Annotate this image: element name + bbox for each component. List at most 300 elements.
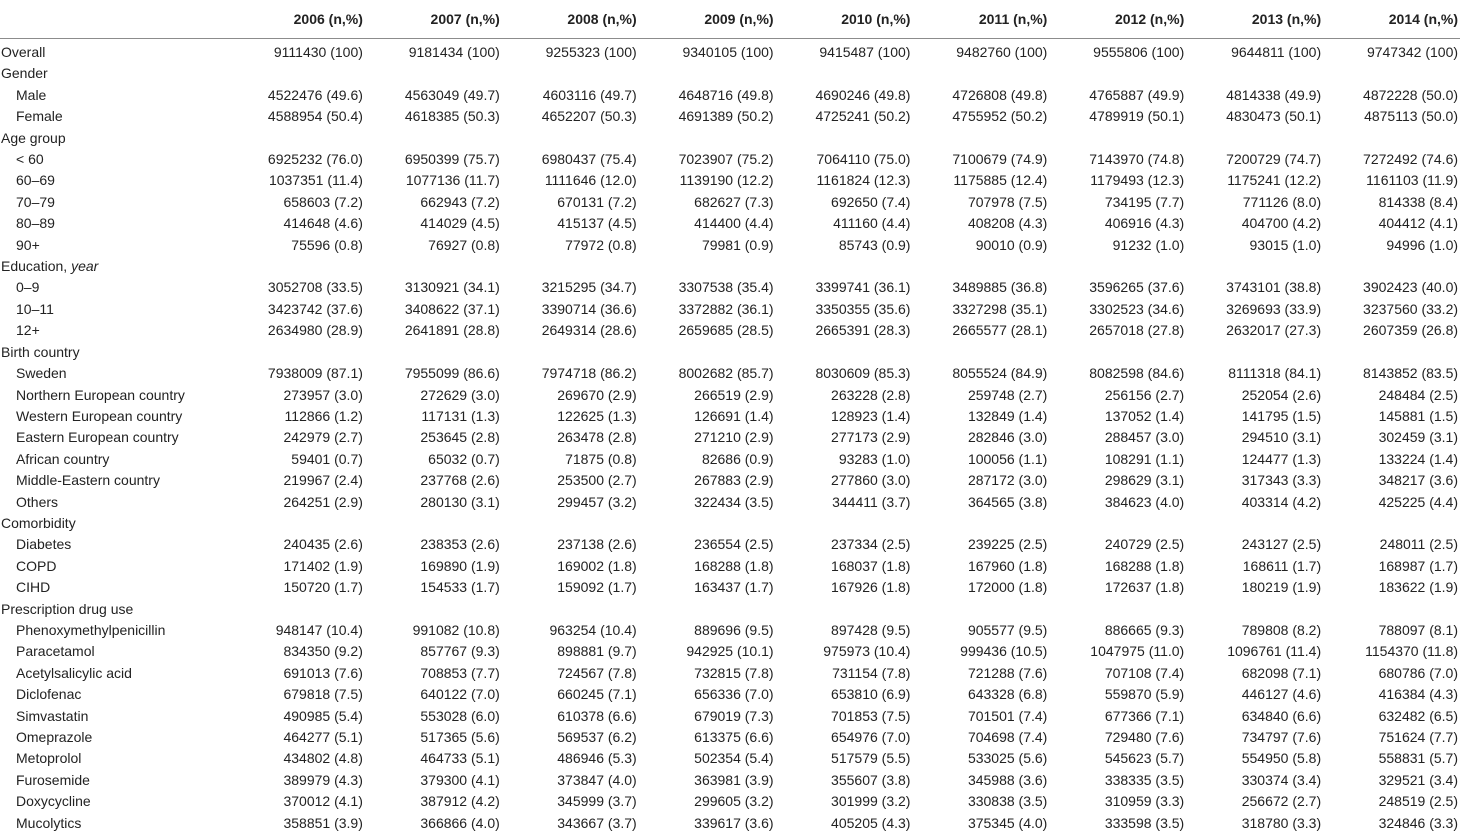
value-cell: 731154 (7.8): [832, 664, 911, 681]
value-cell: 425225 (4.4): [1378, 493, 1459, 510]
value-cell: [502, 256, 639, 277]
value-cell: 59401 (0.7): [291, 450, 363, 467]
value-cell: 168611 (1.7): [1242, 557, 1322, 574]
value-cell: 93283 (1.0): [838, 450, 911, 467]
value-cell: 264251 (2.9): [283, 493, 363, 510]
value-cell: 406916 (4.3): [1104, 215, 1185, 232]
value-cell: 338335 (3.5): [1104, 771, 1185, 788]
value-cell: 4618385 (50.3): [404, 108, 500, 125]
row-label-text: Omeprazole: [16, 729, 93, 745]
value-cell: 100056 (1.1): [967, 450, 1048, 467]
value-cell: 3269693 (33.9): [1226, 300, 1322, 317]
row-label: [0, 256, 228, 277]
row-label-text: Comorbidity: [1, 514, 76, 531]
value-cell: 339617 (3.6): [694, 814, 774, 831]
row-label-text: COPD: [16, 557, 57, 574]
value-cell: 1154370 (11.8): [1365, 643, 1459, 660]
row-label: [0, 492, 228, 513]
value-cell: 122625 (1.3): [557, 407, 637, 424]
value-cell: 788097 (8.1): [1378, 621, 1459, 638]
value-cell: 8111318 (84.1): [1228, 365, 1322, 382]
value-cell: 721288 (7.6): [967, 664, 1048, 681]
value-cell: [776, 513, 913, 534]
value-cell: [1049, 128, 1186, 149]
value-cell: 3237560 (33.2): [1363, 300, 1459, 317]
value-cell: 415137 (4.5): [557, 215, 637, 232]
value-cell: 345999 (3.7): [557, 793, 637, 810]
row-label-italic: year: [71, 258, 99, 275]
value-cell: 2632017 (27.3): [1226, 322, 1322, 339]
section-row: [0, 599, 1460, 620]
value-cell: [1186, 513, 1323, 534]
row-label: [0, 128, 228, 149]
row-label: [0, 149, 228, 170]
row-label: [0, 470, 228, 491]
value-cell: 141795 (1.5): [1241, 407, 1322, 424]
value-cell: 679019 (7.3): [694, 707, 774, 724]
value-cell: 379300 (4.1): [420, 771, 500, 788]
row-label-text: Diabetes: [16, 536, 72, 553]
value-cell: [1323, 342, 1460, 363]
value-cell: 613375 (6.6): [694, 729, 774, 745]
value-cell: 1179493 (12.3): [1090, 172, 1185, 189]
value-cell: 4588954 (50.4): [267, 108, 363, 125]
value-cell: 7023907 (75.2): [678, 151, 774, 168]
value-cell: 4789919 (50.1): [1089, 108, 1185, 125]
value-cell: 7100679 (74.9): [952, 151, 1048, 168]
value-cell: 363981 (3.9): [694, 771, 774, 788]
row-label-text: Age group: [1, 129, 66, 146]
value-cell: 692650 (7.4): [831, 193, 911, 210]
value-cell: 298629 (3.1): [1104, 472, 1185, 489]
table-row: [0, 813, 1460, 834]
value-cell: 553028 (6.0): [420, 707, 500, 724]
column-header: 2012 (n,%): [1049, 0, 1186, 39]
value-cell: 517365 (5.6): [420, 729, 500, 745]
row-label: [0, 39, 228, 64]
value-cell: 679818 (7.5): [283, 686, 363, 703]
value-cell: [365, 256, 502, 277]
value-cell: [776, 342, 913, 363]
value-cell: 154533 (1.7): [420, 579, 500, 596]
value-cell: 4522476 (49.6): [267, 86, 363, 103]
row-label: [0, 556, 228, 577]
row-label: [0, 106, 228, 127]
value-cell: 277173 (2.9): [831, 429, 911, 446]
value-cell: 145881 (1.5): [1378, 407, 1459, 424]
row-label-text: Simvastatin: [16, 707, 89, 724]
row-label-text: Overall: [1, 44, 46, 60]
value-cell: 1111646 (12.0): [544, 172, 637, 189]
value-cell: 9340105 (100): [682, 44, 774, 60]
row-label-text: Female: [16, 108, 63, 125]
value-cell: 1047975 (11.0): [1090, 643, 1185, 660]
value-cell: 677366 (7.1): [1104, 707, 1185, 724]
value-cell: 7955099 (86.6): [404, 365, 500, 382]
value-cell: 857767 (9.3): [420, 643, 500, 660]
value-cell: [912, 256, 1049, 277]
table-row: [0, 492, 1460, 513]
table-row: [0, 149, 1460, 170]
value-cell: 1077136 (11.7): [405, 172, 500, 189]
value-cell: 3408622 (37.1): [404, 300, 500, 317]
header-row: [0, 0, 1460, 39]
value-cell: 4830473 (50.1): [1226, 108, 1322, 125]
value-cell: 2665577 (28.1): [952, 322, 1048, 339]
value-cell: 654976 (7.0): [831, 729, 911, 745]
value-cell: 632482 (6.5): [1378, 707, 1459, 724]
row-label: [0, 534, 228, 555]
value-cell: 8143852 (83.5): [1363, 365, 1459, 382]
value-cell: 237768 (2.6): [420, 472, 500, 489]
value-cell: 294510 (3.1): [1241, 429, 1322, 446]
row-label-text: Metoprolol: [16, 750, 82, 767]
value-cell: 299605 (3.2): [694, 793, 774, 810]
value-cell: 4755952 (50.2): [952, 108, 1048, 125]
value-cell: 240435 (2.6): [283, 536, 363, 553]
value-cell: 734195 (7.7): [1104, 193, 1185, 210]
value-cell: 3052708 (33.5): [267, 279, 363, 296]
value-cell: 237138 (2.6): [557, 536, 637, 553]
row-label-text: 70–79: [16, 193, 55, 210]
row-label: [0, 449, 228, 470]
value-cell: 76927 (0.8): [428, 236, 500, 253]
value-cell: 263478 (2.8): [557, 429, 637, 446]
value-cell: 253645 (2.8): [420, 429, 500, 446]
value-cell: 82686 (0.9): [701, 450, 774, 467]
table-body: [0, 39, 1460, 835]
value-cell: 9747342 (100): [1366, 44, 1459, 60]
row-label-text: Male: [16, 86, 47, 103]
value-cell: 2659685 (28.5): [678, 322, 774, 339]
value-cell: 7974718 (86.2): [541, 365, 637, 382]
value-cell: 132849 (1.4): [967, 407, 1048, 424]
value-cell: 168987 (1.7): [1378, 557, 1459, 574]
row-label: [0, 620, 228, 641]
row-label-text: 0–9: [16, 279, 40, 296]
value-cell: 3902423 (40.0): [1363, 279, 1459, 296]
row-label-text: 80–89: [16, 215, 55, 232]
table-row: [0, 192, 1460, 213]
value-cell: [502, 599, 639, 620]
value-cell: 569537 (6.2): [557, 729, 637, 745]
value-cell: 682627 (7.3): [694, 193, 774, 210]
value-cell: 708853 (7.7): [420, 664, 500, 681]
value-cell: 77972 (0.8): [565, 236, 637, 253]
value-cell: 9482760 (100): [956, 44, 1048, 60]
value-cell: 242979 (2.7): [283, 429, 363, 446]
table-row: [0, 213, 1460, 234]
value-cell: 682098 (7.1): [1241, 664, 1322, 681]
value-cell: 3372882 (36.1): [678, 300, 774, 317]
value-cell: 2607359 (26.8): [1363, 322, 1459, 339]
value-cell: 169002 (1.8): [557, 557, 637, 574]
value-cell: 411160 (4.4): [833, 215, 911, 232]
value-cell: 9111430 (100): [273, 44, 363, 60]
table-row: [0, 427, 1460, 448]
row-label: [0, 192, 228, 213]
value-cell: 252054 (2.6): [1241, 386, 1322, 403]
value-cell: 238353 (2.6): [420, 536, 500, 553]
table-row: [0, 106, 1460, 127]
table-row: [0, 684, 1460, 705]
value-cell: 545623 (5.7): [1104, 750, 1185, 767]
value-cell: 373847 (4.0): [557, 771, 637, 788]
value-cell: 446127 (4.6): [1241, 686, 1322, 703]
value-cell: 387912 (4.2): [420, 793, 500, 810]
value-cell: 266519 (2.9): [694, 386, 774, 403]
value-cell: 834350 (9.2): [283, 643, 363, 660]
value-cell: 259748 (2.7): [967, 386, 1048, 403]
value-cell: 4603116 (49.7): [542, 86, 637, 103]
table-row: [0, 791, 1460, 812]
value-cell: 434802 (4.8): [283, 750, 363, 767]
value-cell: 2634980 (28.9): [267, 322, 363, 339]
value-cell: 948147 (10.4): [275, 621, 363, 638]
value-cell: [639, 513, 776, 534]
value-cell: [1323, 599, 1460, 620]
value-cell: 271210 (2.9): [694, 429, 774, 446]
table-row: [0, 577, 1460, 598]
value-cell: [1323, 63, 1460, 84]
table-row: [0, 641, 1460, 662]
value-cell: 8002682 (85.7): [678, 365, 774, 382]
row-label: [0, 320, 228, 341]
value-cell: 464277 (5.1): [283, 729, 363, 745]
row-label-text: Eastern European country: [16, 429, 179, 446]
value-cell: 167960 (1.8): [967, 557, 1048, 574]
value-cell: 6925232 (76.0): [267, 151, 363, 168]
value-cell: 280130 (3.1): [420, 493, 500, 510]
value-cell: 9644811 (100): [1231, 44, 1322, 60]
value-cell: 897428 (9.5): [831, 621, 911, 638]
value-cell: 2641891 (28.8): [404, 322, 500, 339]
value-cell: 94996 (1.0): [1386, 236, 1459, 253]
row-label: [0, 235, 228, 256]
row-label: [0, 513, 228, 534]
row-label: [0, 641, 228, 662]
table-row: [0, 85, 1460, 106]
value-cell: 277860 (3.0): [831, 472, 911, 489]
row-label-text: 60–69: [16, 172, 55, 189]
value-cell: 287172 (3.0): [967, 472, 1048, 489]
value-cell: 330838 (3.5): [967, 793, 1048, 810]
value-cell: 704698 (7.4): [967, 729, 1048, 745]
value-cell: 4652207 (50.3): [541, 108, 637, 125]
table-row: [0, 706, 1460, 727]
value-cell: 6950399 (75.7): [404, 151, 500, 168]
section-row: [0, 63, 1460, 84]
column-header: 2006 (n,%): [228, 0, 365, 39]
value-cell: 128923 (1.4): [831, 407, 911, 424]
value-cell: 3130921 (34.1): [404, 279, 500, 296]
table-row: [0, 235, 1460, 256]
value-cell: 333598 (3.5): [1104, 814, 1185, 831]
value-cell: 414029 (4.5): [420, 215, 500, 232]
value-cell: 302459 (3.1): [1378, 429, 1459, 446]
value-cell: 4875113 (50.0): [1364, 108, 1459, 125]
table-row: [0, 320, 1460, 341]
value-cell: 75596 (0.8): [291, 236, 363, 253]
value-cell: 256672 (2.7): [1241, 793, 1322, 810]
value-cell: 975973 (10.4): [823, 643, 911, 660]
value-cell: 301999 (3.2): [831, 793, 911, 810]
value-cell: 117131 (1.3): [421, 407, 500, 424]
value-cell: 133224 (1.4): [1378, 450, 1459, 467]
column-header: 2011 (n,%): [912, 0, 1049, 39]
value-cell: 7938009 (87.1): [267, 365, 363, 382]
value-cell: 416384 (4.3): [1378, 686, 1459, 703]
value-cell: 533025 (5.6): [967, 750, 1048, 767]
value-cell: [1049, 63, 1186, 84]
column-header: 2008 (n,%): [502, 0, 639, 39]
value-cell: 240729 (2.5): [1104, 536, 1185, 553]
value-cell: 267883 (2.9): [694, 472, 774, 489]
value-cell: [502, 342, 639, 363]
row-label-text: Phenoxymethylpenicillin: [16, 621, 166, 638]
value-cell: 404412 (4.1): [1378, 215, 1459, 232]
value-cell: 124477 (1.3): [1241, 450, 1322, 467]
value-cell: 172637 (1.8): [1104, 579, 1185, 596]
value-cell: 1139190 (12.2): [679, 172, 774, 189]
value-cell: [228, 513, 365, 534]
row-label-text: Paracetamol: [16, 643, 95, 660]
value-cell: [228, 63, 365, 84]
value-cell: [228, 256, 365, 277]
row-label-text: < 60: [16, 151, 44, 168]
table-row: [0, 385, 1460, 406]
row-label-text: Middle-Eastern country: [16, 472, 160, 489]
row-label: [0, 791, 228, 812]
value-cell: [1049, 342, 1186, 363]
value-cell: [912, 599, 1049, 620]
value-cell: 364565 (3.8): [967, 493, 1048, 510]
value-cell: 408208 (4.3): [967, 215, 1048, 232]
value-cell: 3489885 (36.8): [952, 279, 1048, 296]
table-row: [0, 170, 1460, 191]
value-cell: [1323, 256, 1460, 277]
value-cell: 168288 (1.8): [1104, 557, 1185, 574]
row-label-text: Birth country: [1, 343, 80, 360]
value-cell: 183622 (1.9): [1378, 579, 1459, 596]
value-cell: [502, 63, 639, 84]
value-cell: [639, 128, 776, 149]
value-cell: [776, 599, 913, 620]
row-label-text: Doxycycline: [16, 793, 91, 810]
section-row: [0, 513, 1460, 534]
value-cell: 4765887 (49.9): [1089, 86, 1185, 103]
row-label: [0, 813, 228, 834]
column-header: 2013 (n,%): [1186, 0, 1323, 39]
value-cell: 71875 (0.8): [565, 450, 637, 467]
value-cell: 707978 (7.5): [967, 193, 1048, 210]
table-header: [0, 0, 1460, 39]
value-cell: 180219 (1.9): [1241, 579, 1322, 596]
column-header: 2009 (n,%): [639, 0, 776, 39]
value-cell: 79981 (0.9): [701, 236, 774, 253]
value-cell: 771126 (8.0): [1242, 193, 1322, 210]
value-cell: [912, 513, 1049, 534]
value-cell: 318780 (3.3): [1241, 814, 1322, 831]
value-cell: 317343 (3.3): [1241, 472, 1322, 489]
value-cell: 4691389 (50.2): [678, 108, 774, 125]
value-cell: 7143970 (74.8): [1089, 151, 1185, 168]
row-label-text: Sweden: [16, 365, 67, 382]
value-cell: 355607 (3.8): [831, 771, 911, 788]
value-cell: 375345 (4.0): [967, 814, 1048, 831]
row-label: [0, 342, 228, 363]
value-cell: 517579 (5.5): [831, 750, 911, 767]
value-cell: 4814338 (49.9): [1226, 86, 1322, 103]
row-label-text: 12+: [16, 322, 40, 339]
value-cell: [639, 63, 776, 84]
value-cell: 330374 (3.4): [1241, 771, 1322, 788]
value-cell: [776, 128, 913, 149]
table-row: [0, 277, 1460, 298]
value-cell: 905577 (9.5): [967, 621, 1048, 638]
value-cell: 1175241 (12.2): [1227, 172, 1322, 189]
row-label-text: African country: [16, 450, 110, 467]
value-cell: 243127 (2.5): [1241, 536, 1322, 553]
value-cell: 653810 (6.9): [831, 686, 911, 703]
value-cell: 167926 (1.8): [831, 579, 911, 596]
value-cell: 168288 (1.8): [694, 557, 774, 574]
value-cell: [639, 342, 776, 363]
value-cell: 814338 (8.4): [1378, 193, 1459, 210]
value-cell: [365, 513, 502, 534]
value-cell: 3302523 (34.6): [1089, 300, 1185, 317]
value-cell: [365, 599, 502, 620]
value-cell: 273957 (3.0): [283, 386, 363, 403]
value-cell: 414400 (4.4): [694, 215, 774, 232]
row-label: [0, 706, 228, 727]
value-cell: [228, 128, 365, 149]
column-header: 2014 (n,%): [1323, 0, 1460, 39]
value-cell: [912, 342, 1049, 363]
value-cell: 707108 (7.4): [1104, 664, 1185, 681]
value-cell: 272629 (3.0): [420, 386, 500, 403]
value-cell: 490985 (5.4): [283, 707, 363, 724]
value-cell: 126691 (1.4): [694, 407, 774, 424]
table-row: [0, 449, 1460, 470]
table-row: [0, 470, 1460, 491]
value-cell: 734797 (7.6): [1241, 729, 1322, 745]
value-cell: 1096761 (11.4): [1227, 643, 1322, 660]
value-cell: [1186, 128, 1323, 149]
value-cell: 150720 (1.7): [283, 579, 363, 596]
value-cell: 237334 (2.5): [831, 536, 911, 553]
value-cell: 282846 (3.0): [967, 429, 1048, 446]
value-cell: 4726808 (49.8): [952, 86, 1048, 103]
value-cell: 670131 (7.2): [557, 193, 637, 210]
column-header: 2007 (n,%): [365, 0, 502, 39]
value-cell: 640122 (7.0): [420, 686, 500, 703]
value-cell: 85743 (0.9): [838, 236, 911, 253]
value-cell: 7200729 (74.7): [1226, 151, 1322, 168]
value-cell: 163437 (1.7): [694, 579, 774, 596]
row-label-text: Furosemide: [16, 771, 90, 788]
value-cell: 3423742 (37.6): [267, 300, 363, 317]
value-cell: 724567 (7.8): [557, 664, 637, 681]
section-row: [0, 342, 1460, 363]
row-label: [0, 85, 228, 106]
value-cell: 91232 (1.0): [1112, 236, 1185, 253]
value-cell: 7064110 (75.0): [816, 151, 911, 168]
row-label-text: 10–11: [16, 300, 54, 317]
value-cell: [1049, 256, 1186, 277]
value-cell: [228, 342, 365, 363]
value-cell: [1049, 599, 1186, 620]
